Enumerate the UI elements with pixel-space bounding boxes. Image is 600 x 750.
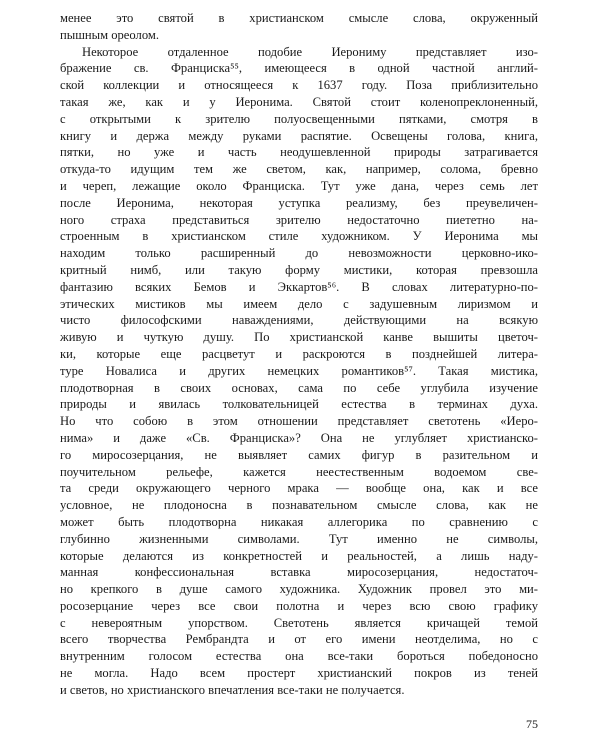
text-line: Но что собою в этом отношении представляет светотень «Иеро- xyxy=(60,414,538,429)
text-line: ки, которые еще расцветут и раскроются в позднейшей литера- xyxy=(60,346,538,361)
text-line: манная конфессиональная вставка миросозерцания, недостаточ- xyxy=(60,565,538,580)
text-line: не могла. Надо всем простерт христианский покров из теней xyxy=(60,666,538,681)
text-line: нима» и даже «Св. Франциска»? Она не углубляет христианско- xyxy=(60,430,538,445)
text-line: и светов, но христианского впечатления все-таки не получается. xyxy=(60,682,405,697)
text-line: росозерцание через все свои полотна и через всю свою графику xyxy=(60,598,538,613)
text-line: плодотворная в своих основах, сама по себе углубила изучение xyxy=(60,380,538,395)
text-line: бражение св. Франциска⁵⁵, имеющееся в одной частной англий- xyxy=(60,61,538,76)
text-line: поучительном рельефе, кажется неестественным водоемом све- xyxy=(60,464,538,479)
text-line: ного страха представиться зрителю недостаточно пиететно на- xyxy=(60,212,538,227)
text-line: но крепкого в душе самого художника. Художник провел это ми- xyxy=(60,582,538,597)
text-line: глубинно жизненными символами. Тут именно не символы, xyxy=(60,531,538,546)
text-line: может быть плодотворна никакая аллегорика по сравнению с xyxy=(60,514,538,529)
text-line: находим только расширенный до невозможности церковно-ико- xyxy=(60,246,538,261)
text-line: ской коллекции и относящееся к 1637 году. Поза приблизительно xyxy=(60,78,538,93)
text-line: критный нимб, или такую форму мистики, которая превзошла xyxy=(60,262,538,277)
text-line: туре Новалиса и других немецких романтиков⁵⁷. Такая мистика, xyxy=(60,363,538,378)
text-line: книгу и держа между руками распятие. Освещены голова, книга, xyxy=(60,128,538,143)
page-number: 75 xyxy=(526,717,538,731)
text-line: строенным в христианском стиле художником. У Иеронима мы xyxy=(60,229,538,244)
text-line: которые делаются из конкретностей и реальностей, а лишь наду- xyxy=(60,548,538,563)
body-text xyxy=(60,10,538,699)
text-line: пятки, но уже и часть неодушевленной природы затрагивается xyxy=(60,145,538,160)
text-line: после Иеронима, некоторая уступка реализму, без преувеличен- xyxy=(60,195,538,210)
text-line: та среди окружающего черного мрака — вообще она, как и все xyxy=(60,481,538,496)
text-line: и череп, лежащие около Франциска. Тут уже дана, через семь лет xyxy=(60,178,538,193)
text-line: пышным ореолом. xyxy=(60,27,159,42)
text-line: всего творчества Рембрандта и от его имени неотделима, но с xyxy=(60,632,538,647)
text-line: такая же, как и у Иеронима. Святой стоит коленопреклоненный, xyxy=(60,94,538,109)
text-line: го миросозерцания, не выявляет самих фигур в разительном и xyxy=(60,447,538,462)
text-line: живую и чуткую душу. По христианской канве вышиты цветоч- xyxy=(60,330,538,345)
text-line: фантазию всяких Бемов и Эккартов⁵⁶. В словах литературно-по- xyxy=(60,279,538,294)
text-line: этических мистиков мы имеем дело с задушевным лиризмом и xyxy=(60,296,538,311)
text-line: условное, не плодоносна в познавательном смысле слова, как не xyxy=(60,498,538,513)
text-line: откуда-то идущим тем же светом, как, например, солома, бревно xyxy=(60,162,538,177)
text-line: чисто философскими наваждениями, действующими на всякую xyxy=(60,313,538,328)
text-line: природы и явилась толковательницей естества в терминах духа. xyxy=(60,397,538,412)
text-line: с невероятным упорством. Светотень является кричащей темой xyxy=(60,615,538,630)
text-line: Некоторое отдаленное подобие Иерониму представляет изо- xyxy=(82,44,538,59)
text-line: внутренним голосом естества она все-таки бороться победоносно xyxy=(60,649,538,664)
text-line: с открытыми к зрителю полуосвещенными пятками, смотря в xyxy=(60,111,538,126)
text-line: менее это святой в христианском смысле слова, окруженный xyxy=(60,11,538,25)
